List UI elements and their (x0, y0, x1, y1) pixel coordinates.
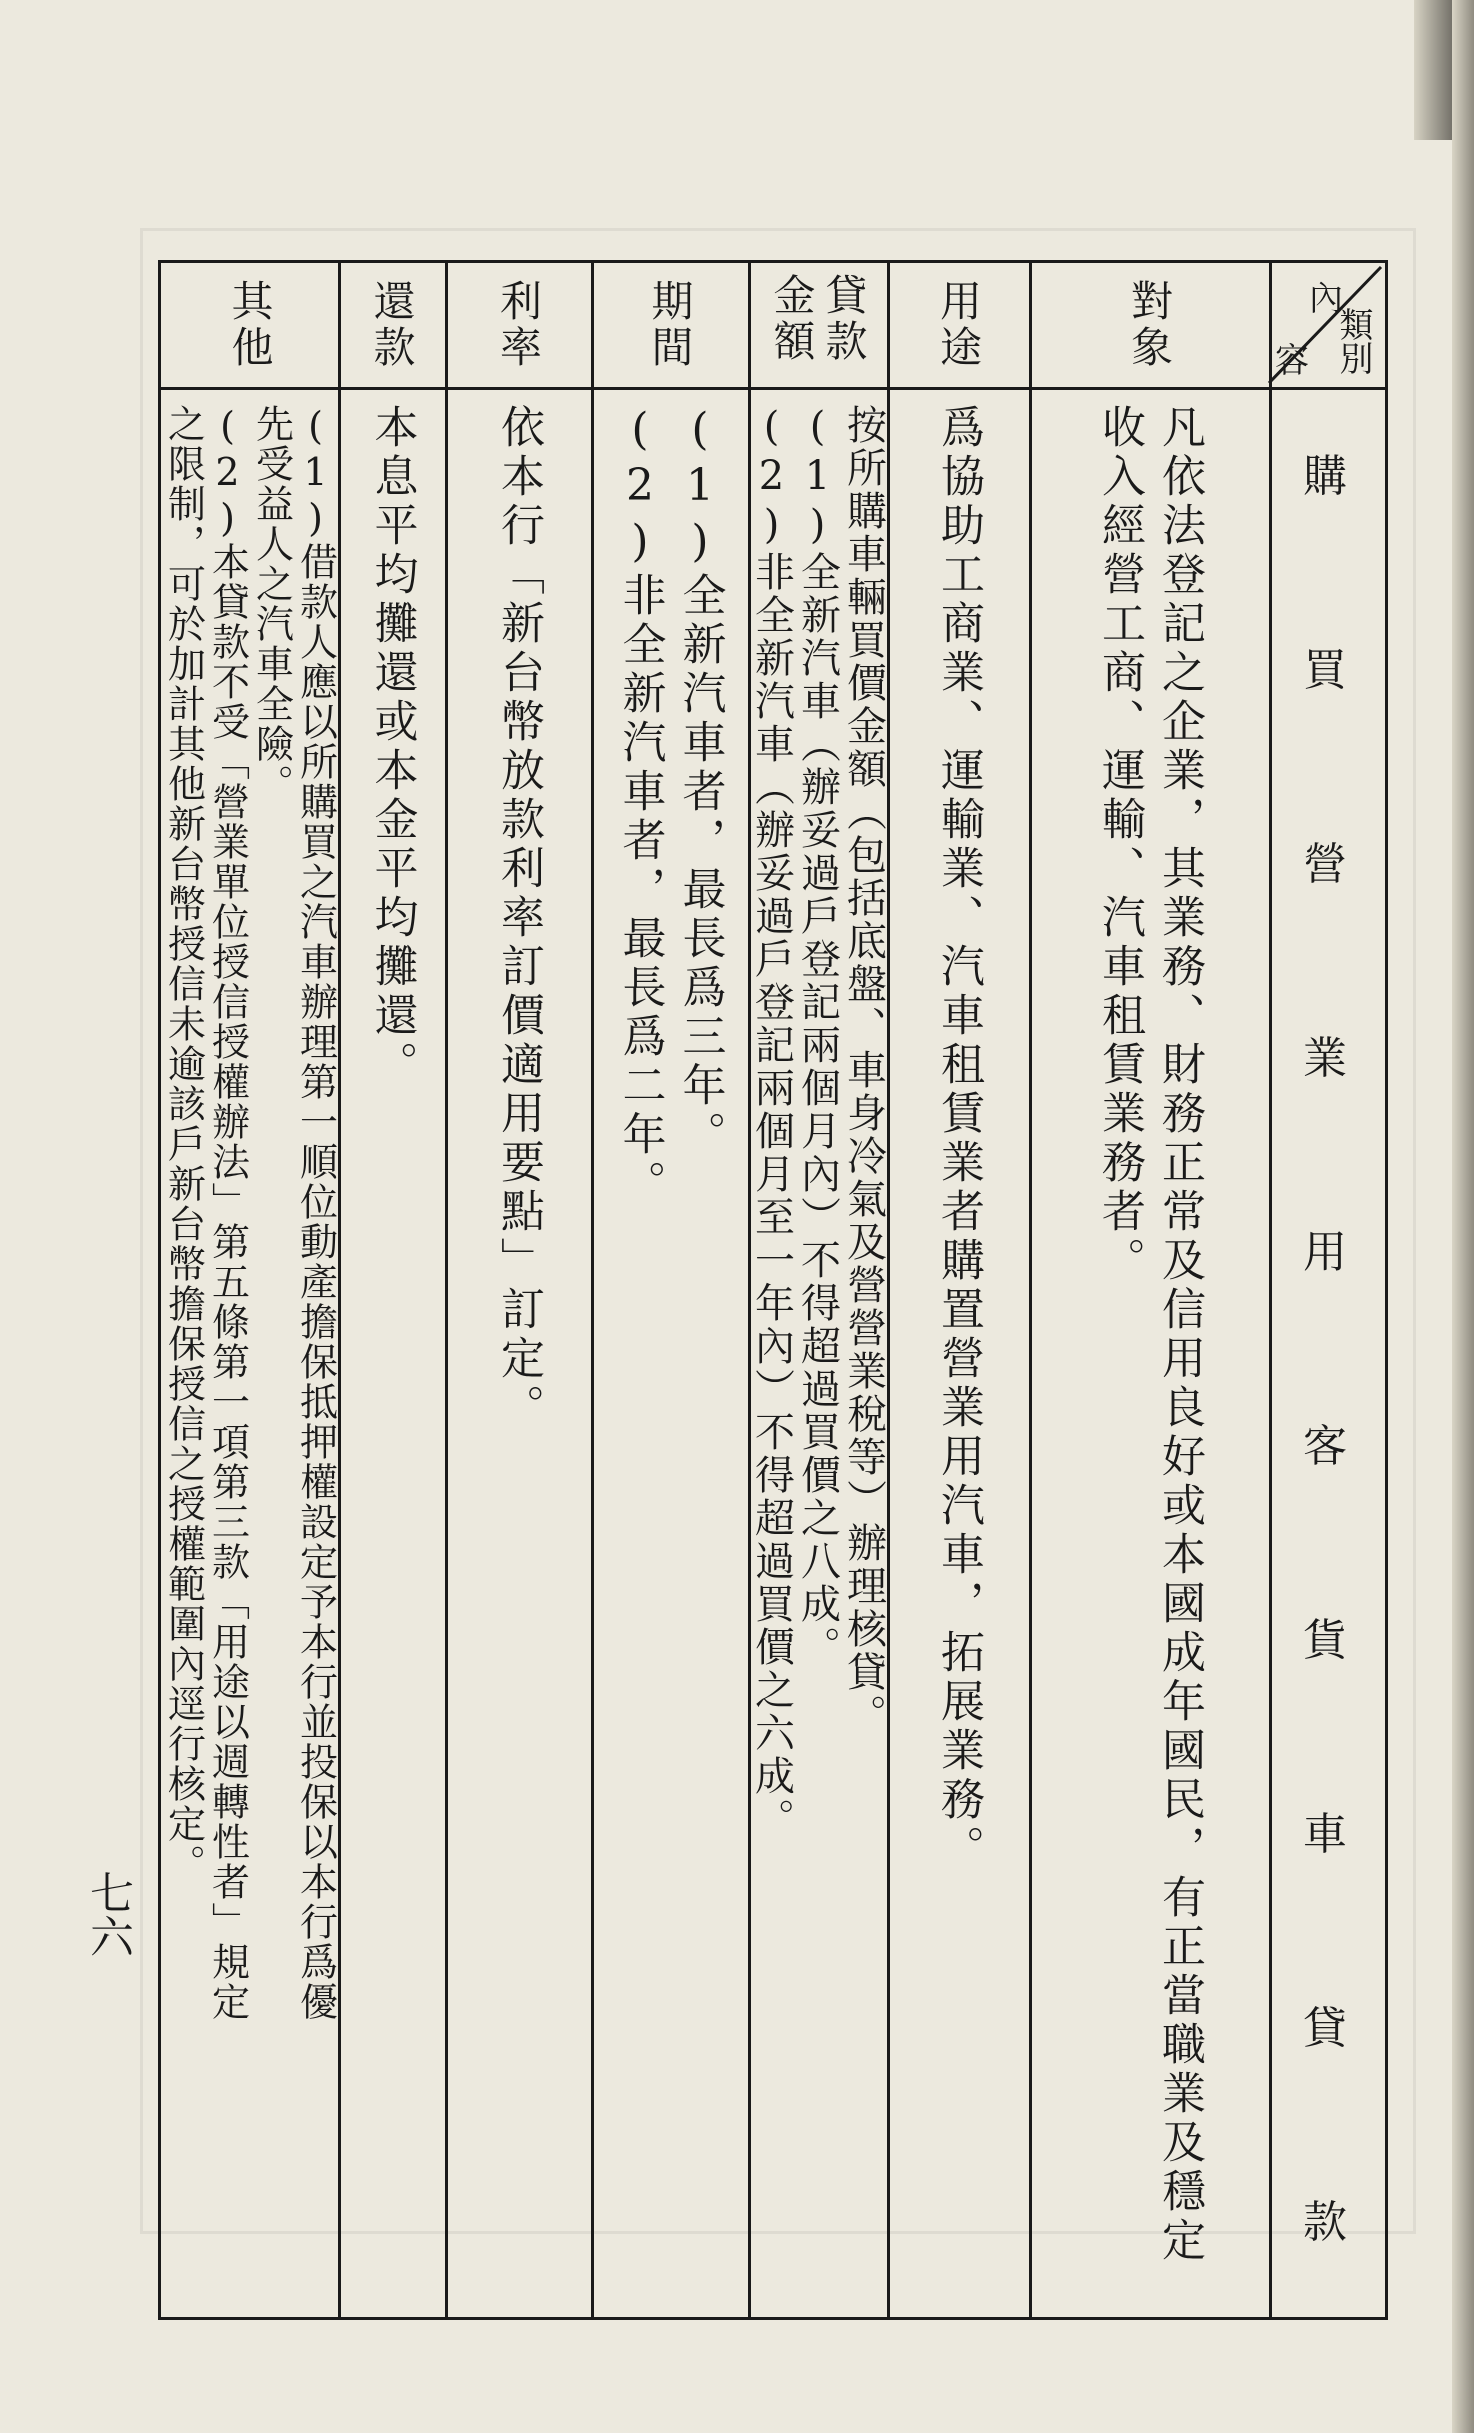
target-line: 收入經營工商、運輸、汽車租賃業務者。 (1094, 404, 1145, 1286)
title-char: 車 (1303, 1809, 1347, 1860)
corner-label-category: 類別 (1333, 307, 1373, 375)
header-other-label: 其他 (225, 279, 275, 371)
cell-target (1029, 390, 1269, 2320)
other-line: (2)本貸款不受「營業單位授信授權辦法」第五條第一項第三款「用途以週轉性者」規定 (205, 404, 250, 2022)
header-rate (445, 263, 591, 387)
corner-label-rong: 容 (1275, 341, 1309, 381)
header-rate-label: 利率 (494, 279, 543, 371)
header-period-label: 期間 (645, 279, 695, 371)
title-char: 款 (1303, 2197, 1347, 2248)
header-purpose (887, 263, 1029, 387)
title-char: 購 (1303, 451, 1347, 502)
header-amount-label: 貸款金額 (767, 273, 869, 365)
cell-period (591, 390, 748, 2320)
header-repay-label: 還款 (367, 279, 417, 371)
amount-line: (1)全新汽車（辦妥過戶登記兩個月內）不得超過買價之八成。 (794, 404, 841, 1669)
header-other (161, 263, 338, 387)
purpose-line: 爲協助工商業、運輸業、汽車租賃業者購置營業用汽車，拓展業務。 (933, 404, 984, 1874)
amount-line: 按所購車輛買價金額（包括底盤、車身冷氣及營營業稅等）辦理核貸。 (840, 404, 887, 1737)
page-shadow-edge (1452, 0, 1474, 2433)
cell-rate (445, 390, 591, 2320)
title-char: 客 (1303, 1421, 1347, 1472)
target-line: 凡依法登記之企業，其業務、財務正常及信用良好或本國成年國民，有正當職業及穩定 (1154, 404, 1205, 2266)
header-repay (338, 263, 445, 387)
category-title-column (1265, 390, 1385, 2320)
period-line: (1)全新汽車者，最長爲三年。 (674, 404, 726, 1160)
title-char: 營 (1303, 839, 1347, 890)
corner-header (1265, 263, 1385, 387)
amount-line: (2)非全新汽車（辦妥過戶登記兩個月至一年內）不得超過買價之六成。 (748, 404, 795, 1841)
header-amount (748, 263, 887, 387)
title-char: 買 (1303, 645, 1347, 696)
title-char: 貸 (1303, 2003, 1347, 2054)
header-target (1029, 263, 1269, 387)
header-period (591, 263, 748, 387)
other-line: 之限制，可於加計其他新台幣授信未逾該戶新台幣擔保授信之授權範圍內逕行核定。 (161, 404, 206, 1884)
cell-purpose (887, 390, 1029, 2320)
rate-line: 依本行「新台幣放款利率訂價適用要點」訂定。 (493, 404, 544, 1433)
header-target-label: 對象 (1125, 279, 1174, 371)
loan-terms-table (158, 260, 1388, 2320)
cell-repay (338, 390, 445, 2320)
cell-other (161, 390, 338, 2320)
other-line: (1)借款人應以所購買之汽車辦理第一順位動產擔保抵押權設定予本行並投保以本行爲優 (293, 404, 338, 2022)
period-line: (2)非全新汽車者，最長爲二年。 (614, 404, 666, 1209)
header-purpose-label: 用途 (934, 279, 983, 371)
cell-amount (748, 390, 887, 2320)
corner-label-nei: 內 (1309, 279, 1343, 319)
title-char: 用 (1303, 1227, 1347, 1278)
title-char: 貨 (1303, 1615, 1347, 1666)
repay-line: 本息平均攤還或本金平均攤還。 (366, 404, 418, 1090)
title-char: 業 (1303, 1033, 1347, 1084)
other-line: 先受益人之汽車全險。 (249, 404, 294, 804)
page-number: 七六 (82, 1870, 133, 1958)
